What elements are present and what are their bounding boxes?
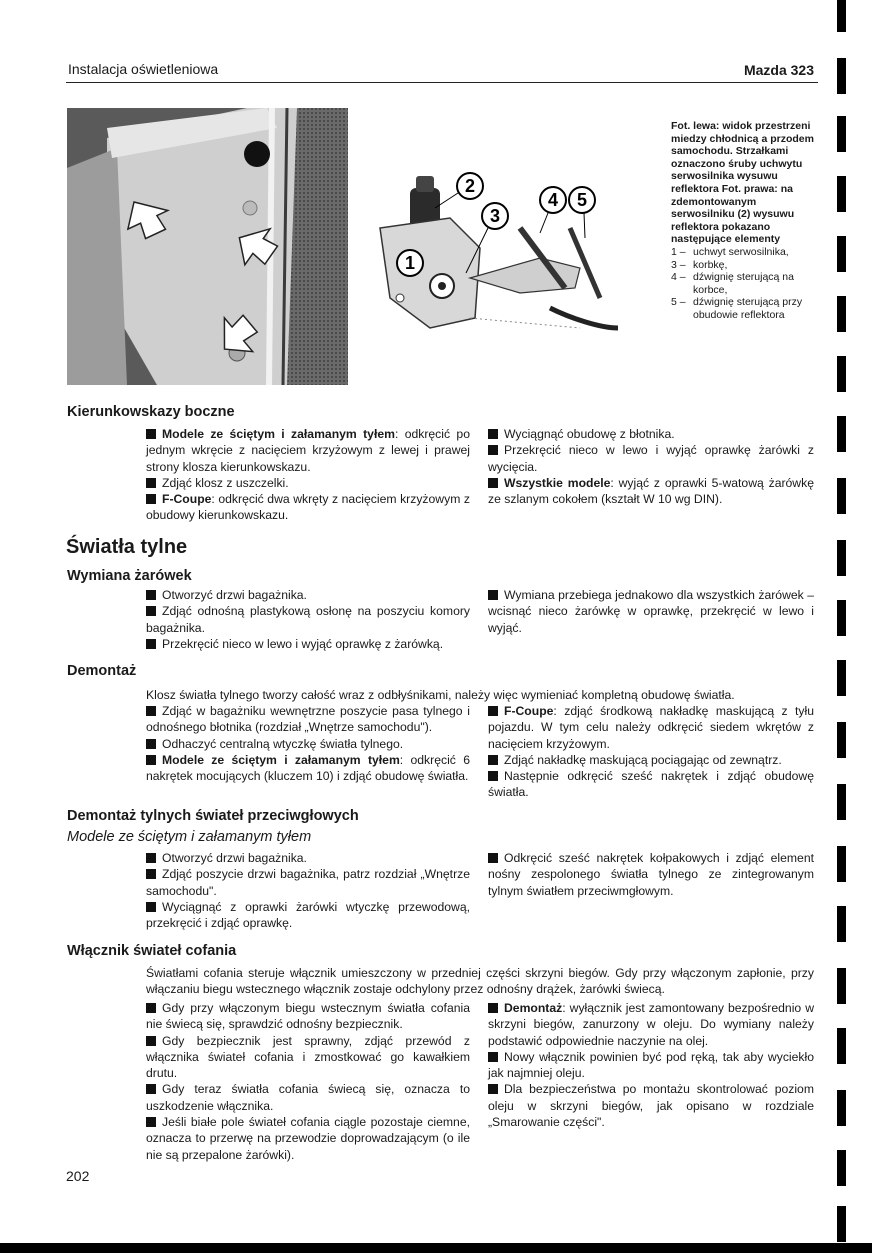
text-column-left <box>146 587 470 652</box>
edge-mark <box>837 1206 846 1242</box>
section-heading: Kierunkowskazy boczne <box>67 404 235 420</box>
bullet-paragraph: Zdjąć w bagażniku wewnętrzne poszycie pasa tylnego i odnośnego błotnika (rozdział „Wnętrze samochodu"). <box>146 704 470 735</box>
edge-mark <box>837 416 846 452</box>
bullet-paragraph: Wymiana przebiega jednakowo dla wszystkich żarówek – wcisnąć nieco żarówkę w oprawkę, przekręcić w lewo i wyjąć. <box>488 588 814 635</box>
callout-4 <box>540 187 566 233</box>
text-column-right <box>488 850 814 899</box>
text-column-right <box>488 587 814 636</box>
edge-mark <box>837 236 846 272</box>
header-rule <box>66 82 818 83</box>
bullet-paragraph: F-Coupe: odkręcić dwa wkręty z nacięciem krzyżowym z obudowy kierunkowskazu. <box>146 492 470 523</box>
section-heading: Demontaż tylnych świateł przeciwgłowych <box>67 808 359 824</box>
bullet-paragraph: Zdjąć nakładkę maskującą pociągając od zewnątrz. <box>488 752 814 768</box>
edge-mark <box>837 846 846 882</box>
callout-1 <box>397 250 423 276</box>
bullet-paragraph: Następnie odkręcić sześć nakrętek i zdjąć obudowę światła. <box>488 769 814 800</box>
bullet-paragraph: Wyciągnąć obudowę z błotnika. <box>488 426 814 442</box>
bullet-paragraph: Otworzyć drzwi bagażnika. <box>146 850 470 866</box>
svg-text:4: 4 <box>547 190 559 210</box>
page-number: 202 <box>66 1168 90 1184</box>
chapter-heading: Światła tylne <box>66 536 188 558</box>
edge-mark <box>837 58 846 94</box>
edge-mark <box>837 0 846 32</box>
bullet-paragraph: Przekręcić nieco w lewo i wyjąć oprawkę żarówki z wycięcia. <box>488 443 814 474</box>
text-column-right <box>488 703 814 801</box>
svg-text:3: 3 <box>489 206 501 226</box>
bullet-paragraph: F-Coupe: zdjąć środkową nakładkę maskującą z tyłu pojazdu. W tym celu należy odkręcić siedem wkrętów z nacięciem krzyżowym. <box>488 704 814 751</box>
edge-mark <box>837 784 846 820</box>
legend-item: 4 – dźwignię sterującą na korbce, <box>671 271 794 296</box>
svg-text:2: 2 <box>464 176 476 196</box>
bullet-paragraph: Zdjąć poszycie drzwi bagażnika, patrz rozdział „Wnętrze samochodu". <box>146 867 470 898</box>
edge-mark <box>837 1028 846 1064</box>
caption-text: Fot. lewa: widok przestrzeni miedzy chłodnicą a przodem samochodu. Strzałkami oznaczono śruby uchwytu serwosilnika wysuwu reflektora Fot. prawa: na zdemontowanym serwosilniku (2) wysuwu reflektora pokazano następujące elementy <box>671 120 814 246</box>
subsection-heading: Wymiana żarówek <box>67 568 192 584</box>
radiator-photo <box>67 108 348 385</box>
text-column-left <box>146 703 470 784</box>
bullet-paragraph: Odhaczyć centralną wtyczkę światła tylnego. <box>146 736 470 752</box>
bullet-paragraph: Modele ze ściętym i załamanym tyłem: odkręcić 6 nakrętek mocujących (kluczem 10) i zdjąć obudowę światła. <box>146 752 470 784</box>
text-column-left <box>146 850 470 931</box>
caption-legend <box>671 246 821 322</box>
edge-mark <box>837 540 846 576</box>
edge-mark <box>837 356 846 392</box>
intro-paragraph: Światłami cofania steruje włącznik umieszczony w przedniej części skrzyni biegów. Gdy przy włączonym zapłonie, przy włączaniu biegu wstecznego włącznik zostaje odchylony przez odnośny drążek, żarówki świecą. <box>146 966 814 997</box>
intro-paragraph: Klosz światła tylnego tworzy całość wraz z odbłyśnikami, należy więc wymieniać kompletną obudowę światła. <box>146 688 735 702</box>
bullet-paragraph: Zdjąć odnośną plastykową osłonę na poszyciu komory bagażnika. <box>146 604 470 635</box>
subsection-heading: Demontaż <box>67 663 137 679</box>
bullet-paragraph: Wszystkie modele: wyjąć z oprawki 5-watową żarówkę ze szlanym cokołem (kształt W 10 wg DIN). <box>488 475 814 507</box>
edge-mark <box>837 906 846 942</box>
edge-mark <box>837 660 846 696</box>
edge-mark <box>837 1090 846 1126</box>
running-header-model: Mazda 323 <box>743 62 814 78</box>
svg-text:1: 1 <box>404 253 416 273</box>
svg-text:5: 5 <box>576 190 588 210</box>
scan-border <box>0 1243 872 1253</box>
bullet-paragraph: Przekręcić nieco w lewo i wyjąć oprawkę z żarówką. <box>146 636 470 652</box>
bullet-paragraph: Dla bezpieczeństwa po montażu skontrolować poziom oleju w skrzyni biegów, jak opisano w rozdziale „Smarowanie części". <box>488 1082 814 1130</box>
bullet-paragraph: Modele ze ściętym i załamanym tyłem: odkręcić po jednym wkręcie z nacięciem krzyżowym z lewej i prawej strony klosza kierunkowskazu. <box>146 427 470 474</box>
bullet-paragraph: Gdy bezpiecznik jest sprawny, zdjąć przewód z włącznika świateł cofania i zmostkować go kawałkiem drutu. <box>146 1033 470 1081</box>
bullet-paragraph: Gdy przy włączonym biegu wstecznym światła cofania nie świecą się, sprawdzić odnośny bezpiecznik. <box>146 1001 470 1032</box>
bullet-paragraph: Odkręcić sześć nakrętek kołpakowych i zdjąć element nośny zespolonego światła tylnego ze zintegrowanym tylnym światłem przeciwmgłowym. <box>488 851 814 898</box>
edge-mark <box>837 722 846 758</box>
legend-item: 1 – uchwyt serwosilnika, <box>671 245 789 258</box>
edge-mark <box>837 116 846 152</box>
bullet-paragraph: Jeśli białe pole świateł cofania ciągle pozostaje ciemne, oznacza to przerwę na przewodzie doprowadzającym (o ile nie są przepalone żarówki). <box>146 1115 470 1162</box>
edge-mark <box>837 478 846 514</box>
text-column-left <box>146 1000 470 1163</box>
servo-motor-photo <box>370 168 620 380</box>
section-subtitle: Modele ze ściętym i załamanym tyłem <box>67 829 312 845</box>
bullet-paragraph: Otworzyć drzwi bagażnika. <box>146 587 470 603</box>
text-column-right <box>488 1000 814 1130</box>
running-header-section: Instalacja oświetleniowa <box>68 61 219 77</box>
edge-mark <box>837 1150 846 1186</box>
legend-item: 3 – korbkę, <box>671 258 728 271</box>
edge-mark <box>837 296 846 332</box>
section-heading: Włącznik świateł cofania <box>67 943 237 959</box>
edge-mark <box>837 968 846 1004</box>
bullet-paragraph: Nowy włącznik powinien być pod ręką, tak aby wyciekło jak najmniej oleju. <box>488 1049 814 1081</box>
bullet-paragraph: Wyciągnąć z oprawki żarówki wtyczkę przewodową, przekręcić i zdjąć oprawkę. <box>146 899 470 931</box>
edge-mark <box>837 600 846 636</box>
text-column-right <box>488 426 814 507</box>
text-column-left <box>146 426 470 524</box>
legend-item: 5 – dźwignię sterującą przy obudowie reflektora <box>671 296 803 321</box>
bullet-paragraph: Demontaż: wyłącznik jest zamontowany bezpośrednio w skrzyni biegów, zanurzony w oleju. Do wymiany należy podstawić odpowiednie naczynie na olej. <box>488 1001 814 1048</box>
edge-mark <box>837 176 846 212</box>
figure-caption <box>671 120 821 322</box>
bullet-paragraph: Gdy teraz światła cofania świecą się, oznacza to uszkodzenie włącznika. <box>146 1082 470 1113</box>
bullet-paragraph: Zdjąć klosz z uszczelki. <box>146 475 470 491</box>
callout-2 <box>435 173 483 208</box>
